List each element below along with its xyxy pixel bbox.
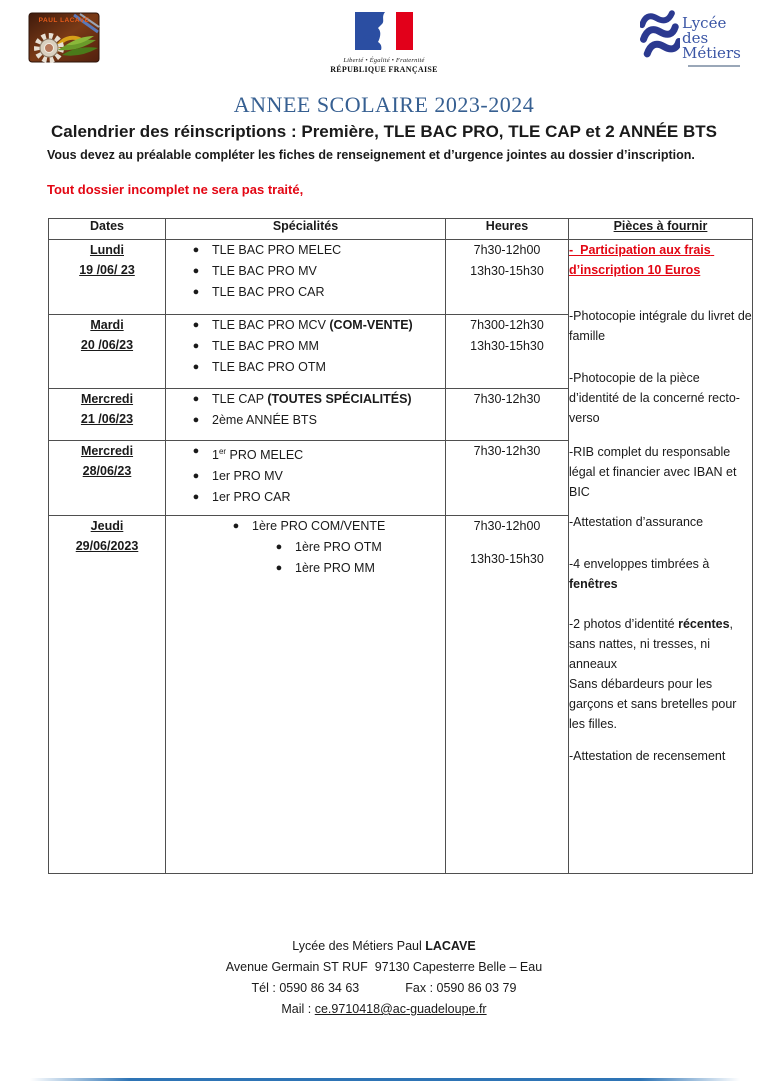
list-item: ● TLE BAC PRO CAR (166, 282, 445, 303)
specialites-cell (166, 516, 446, 874)
col-header-pieces: Pièces à fournir (569, 219, 753, 240)
pieces-item: -Attestation de recensement (569, 749, 726, 763)
table-row (49, 240, 753, 315)
list-item: ● 1er PRO MV (166, 466, 445, 487)
motto-text: Liberté • Égalité • Fraternité (343, 57, 425, 64)
bullet-icon: ● (232, 520, 240, 532)
warning-text: Tout dossier incomplet ne sera pas traité, (47, 182, 304, 197)
list-item: ● TLE CAP (TOUTES SPÉCIALITÉS) (166, 389, 445, 410)
bullet-icon: ● (192, 361, 200, 373)
footer (0, 936, 768, 1020)
mail-link[interactable]: ce.9710418@ac-guadeloupe.fr (314, 1002, 487, 1016)
heures-cell: 7h30-12h00 13h30-15h30 (446, 516, 569, 874)
swoosh-icon (640, 6, 680, 64)
bullet-icon: ● (192, 445, 200, 457)
list-item: ● TLE BAC PRO MCV (COM-VENTE) (166, 315, 445, 336)
specialites-cell (166, 441, 446, 516)
list-item: ● 1er PRO MELEC (166, 441, 445, 466)
school-logo-text: PAUL LACAVE (38, 17, 90, 24)
heures-cell: 7h30-12h00 13h30-15h30 (446, 240, 569, 315)
header-logos (0, 0, 768, 78)
lycee-des-metiers-text: Lycée des Métiers (682, 16, 741, 67)
specialites-cell (166, 240, 446, 315)
date-cell: Jeudi 29/06/2023 (49, 516, 166, 874)
bullet-icon: ● (192, 340, 200, 352)
bullet-icon: ● (192, 286, 200, 298)
list-item: ● 2ème ANNÉE BTS (166, 410, 445, 431)
list-item: ● TLE BAC PRO OTM (166, 357, 445, 378)
list-item: ● TLE BAC PRO MV (166, 261, 445, 282)
specialites-cell (166, 315, 446, 389)
bullet-icon: ● (192, 319, 200, 331)
paul-lacave-school-logo-icon (28, 12, 102, 64)
logo-subline (688, 65, 740, 67)
heures-cell: 7h30-12h30 (446, 389, 569, 441)
footer-phone-fax: Tél : 0590 86 34 63 Fax : 0590 86 03 79 (251, 981, 517, 995)
pieces-item-fee: - Participation aux frais d’inscription 10 Euros (569, 243, 715, 277)
specialites-cell (166, 389, 446, 441)
republique-francaise-logo (329, 12, 439, 74)
pieces-item: -Attestation d’assurance (569, 515, 704, 529)
bottom-divider (30, 1078, 740, 1081)
french-flag-marianne-icon (355, 12, 413, 50)
list-item: ● TLE BAC PRO MM (166, 336, 445, 357)
pieces-item: -2 photos d’identité récentes, sans nattes, ni tresses, ni anneaux Sans débardeurs pour les garçons et sans bretelles pour les filles. (569, 617, 737, 731)
list-item: ● 1ère PRO OTM (166, 537, 445, 558)
page-title: Calendrier des réinscriptions : Première, TLE BAC PRO, TLE CAP et 2 ANNÉE BTS (51, 122, 717, 141)
table-header-row (49, 219, 753, 240)
bullet-icon: ● (192, 265, 200, 277)
list-item: ● 1er PRO CAR (166, 487, 445, 508)
pieces-cell (569, 240, 753, 874)
subtitle: Vous devez au préalable compléter les fiches de renseignement et d’urgence jointes au dossier d’inscription. (47, 148, 695, 162)
bullet-icon: ● (192, 491, 200, 504)
pieces-item: -4 enveloppes timbrées à fenêtres (569, 557, 710, 591)
date-cell: Mardi 20 /06/23 (49, 315, 166, 389)
bullet-icon: ● (275, 541, 283, 553)
date-cell: Lundi 19 /06/ 23 (49, 240, 166, 315)
col-header-dates: Dates (49, 219, 166, 240)
pieces-item: -Photocopie intégrale du livret de famille (569, 309, 752, 343)
date-cell: Mercredi 28/06/23 (49, 441, 166, 516)
bullet-icon: ● (192, 470, 200, 483)
footer-mail: Mail : ce.9710418@ac-guadeloupe.fr (281, 1002, 487, 1016)
list-item: ● 1ère PRO MM (166, 558, 445, 579)
footer-address: Avenue Germain ST RUF 97130 Capesterre Belle – Eau (225, 960, 543, 974)
col-header-heures: Heures (446, 219, 569, 240)
list-item: ● TLE BAC PRO MELEC (166, 240, 445, 261)
bullet-icon: ● (275, 562, 283, 574)
heures-cell: 7h300-12h30 13h30-15h30 (446, 315, 569, 389)
col-header-specialites: Spécialités (166, 219, 446, 240)
heures-cell: 7h30-12h30 (446, 441, 569, 516)
list-item: ● 1ère PRO COM/VENTE (166, 516, 445, 537)
date-cell: Mercredi 21 /06/23 (49, 389, 166, 441)
republique-text: RÉPUBLIQUE FRANÇAISE (330, 65, 438, 74)
bullet-icon: ● (192, 393, 200, 405)
bullet-icon: ● (192, 414, 200, 426)
year-title: ANNEE SCOLAIRE 2023-2024 (233, 92, 535, 117)
lycee-des-metiers-logo (640, 6, 750, 67)
reinscriptions-table (48, 218, 753, 874)
pieces-item: -Photocopie de la pièce d’identité de la concerné recto-verso (569, 371, 740, 425)
pieces-item: -RIB complet du responsable légal et financier avec IBAN et BIC (569, 445, 737, 499)
footer-school-name: Lycée des Métiers Paul LACAVE (292, 939, 476, 953)
bullet-icon: ● (192, 244, 200, 256)
